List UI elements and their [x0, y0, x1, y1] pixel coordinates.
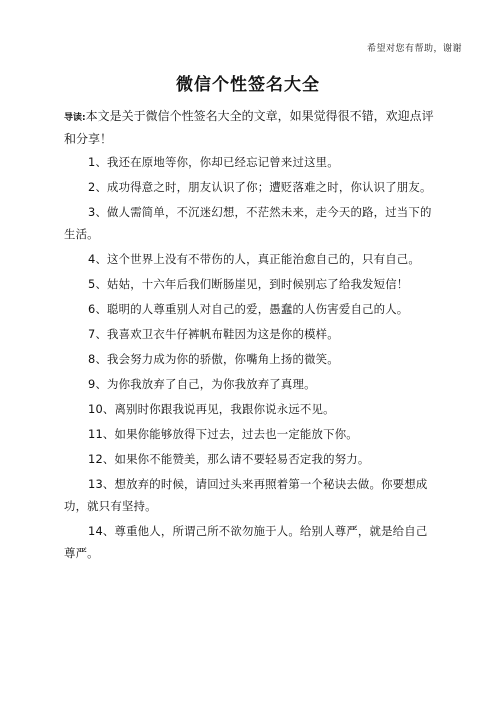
document-title: 微信个性签名大全	[176, 75, 320, 95]
list-item: 9、为你我放弃了自己，为你我放弃了真理。	[88, 377, 316, 391]
list-item: 6、聪明的人尊重别人对自己的爱，愚蠢的人伤害爱自己的人。	[88, 302, 409, 316]
list-item: 1、我还在原地等你，你却已经忘记曾来过这里。	[88, 155, 339, 169]
list-item: 3、做人需简单，不沉迷幻想，不茫然未来，走今天的路，过当下的生活。	[64, 205, 432, 241]
list-item: 5、姑姑，十六年后我们断肠崖见，到时候别忘了给我发短信！	[88, 277, 409, 291]
list-item: 7、我喜欢卫衣牛仔裤帆布鞋因为这是你的模样。	[88, 327, 339, 341]
list-item: 13、想放弃的时候，请回过头来再照着第一个秘诀去做。你要想成功，就只有坚持。	[64, 477, 428, 513]
list-item: 12、如果你不能赞美，那么请不要轻易否定我的努力。	[88, 452, 370, 466]
header-note: 希望对您有帮助，谢谢	[366, 44, 462, 54]
intro-label: 导读:	[64, 113, 86, 123]
signature-list	[64, 151, 434, 567]
list-item: 8、我会努力成为你的骄傲，你嘴角上扬的微笑。	[88, 352, 339, 366]
intro-paragraph	[64, 106, 436, 150]
intro-text: 本文是关于微信个性签名大全的文章，如果觉得很不错，欢迎点评和分享！	[64, 109, 434, 146]
list-item: 2、成功得意之时，朋友认识了你；遭贬落难之时，你认识了朋友。	[88, 180, 432, 194]
list-item: 14、尊重他人，所谓己所不欲勿施于人。给别人尊严，就是给自己尊严。	[64, 524, 428, 560]
list-item: 10、离别时你跟我说再见，我跟你说永远不见。	[88, 402, 335, 416]
list-item: 11、如果你能够放得下过去，过去也一定能放下你。	[88, 427, 358, 441]
list-item: 4、这个世界上没有不带伤的人，真正能治愈自己的，只有自己。	[88, 252, 420, 266]
